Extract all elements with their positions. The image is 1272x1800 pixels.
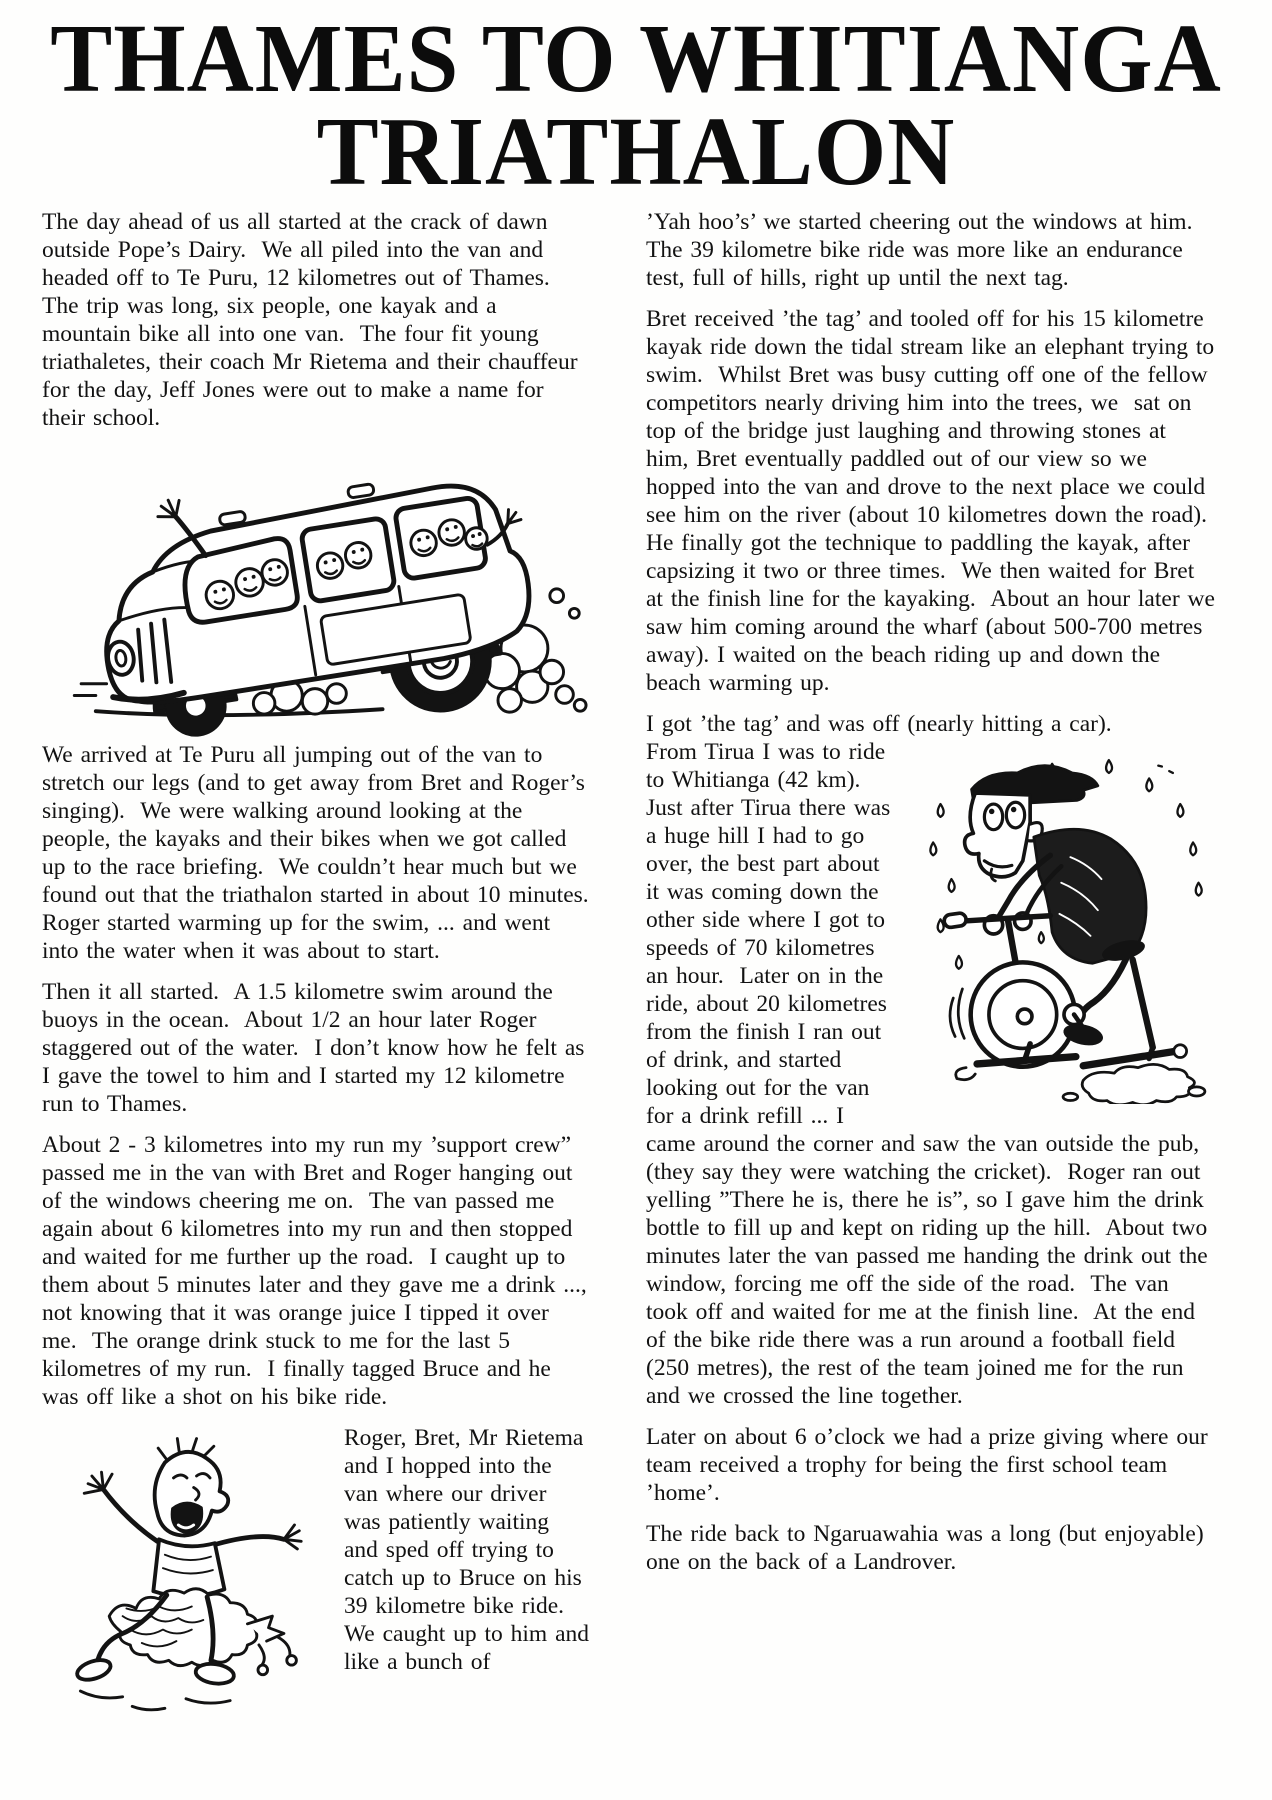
paragraph-intro: The day ahead of us all started at the crack of dawn outside Pope’s Dairy. We all piled into the van and headed off to Te Puru, 12 kilometres out of Thames. The trip was long, six people, one kayak and a mountain bike all into one van. The four fit young triathaletes, their coach Mr Rietema and their chauffeur for the day, Jeff Jones were out to make a name for their school.	[42, 209, 586, 431]
article-title	[0, 4, 1272, 206]
paragraph-run: About 2 - 3 kilometres into my run my ’support crew” passed me in the van with Bret and Roger hanging out of the windows cheering me on. The van passed me again about 6 kilometres into my run and then stopped and waited for me further up the road. I caught up to them about 5 minutes later and they gave me a drink ..., not knowing that it was orange juice I tipped it over me. The orange drink stuck to me for the last 5 kilometres of my run. I finally tagged Bruce and he was off like a shot on his bike ride.	[42, 1132, 595, 1410]
falling-runner-cartoon-illustration	[42, 1428, 330, 1740]
cyclist-wrap-section	[646, 738, 1215, 1423]
paragraph-tag-lead: I got ’the tag’ and was off (nearly hitting a car).	[646, 711, 1112, 737]
paragraph-swim: Then it all started. A 1.5 kilometre swim around the buoys in the ocean. About 1/2 an hour later Roger staggered out of the water. I don’t know how he felt as I gave the towel to him and I started my 12 kilometre run to Thames.	[42, 979, 593, 1117]
title-line-1: THAMES TO WHITIANGA	[50, 4, 1222, 113]
right-column	[646, 208, 1223, 1744]
paragraph-van-chase: Roger, Bret, Mr Rietema and I hopped into the van where our driver was patiently waiting and sped off trying to catch up to Bruce on his 39 kilometre bike ride. We caught up to him and like a bunch of	[344, 1425, 597, 1675]
paragraph-kayak: Bret received ’the tag’ and tooled off for his 15 kilometre kayak ride down the tidal stream like an elephant trying to swim. Whilst Bret was busy cutting off one of the fellow competitors nearly driving him into the trees, we sat on top of the bridge just laughing and throwing stones at him, Bret eventually paddled out of our view so we hopped into the van and drove to the next place we could see him on the river (about 10 kilometres down the road). He finally got the technique to paddling the kayak, after capsizing it two or three times. We then waited for Bret at the finish line for the kayaking. About an hour later we saw him coming around the wharf (about 500-700 metres away). I waited on the beach riding up and down the beach warming up.	[646, 306, 1223, 696]
title-line-2: TRIATHALON	[316, 97, 956, 206]
paragraph-te-puru: We arrived at Te Puru all jumping out of the van to stretch our legs (and to get away from Bret and Roger’s singing). We were walking around looking at the people, the kayaks and their bikes when we got called up to the race briefing. We couldn’t hear much but we found out that the triathalon started in about 10 minutes. Roger started warming up for the swim, ... and went into the water when it was about to start.	[42, 742, 605, 964]
paragraph-bike-leg: From Tirua I was to ride to Whitianga (42 km). Just after Tirua there was a huge hill I had to go over, the best part about it was coming down the other side where I got to speeds of 70 kilometres an hour. Later on in the ride, about 20 kilometres from the finish I ran out of drink, and started looking out for the van for a drink refill ... I came around the corner and saw the van outside the pub, (they say they were watching the cricket). Roger ran out yelling ”There he is, there he is”, so I gave him the drink bottle to fill up and kept on riding up the hill. About two minutes later the van passed me handing the drink out the window, forcing me off the side of the road. The van took off and waited for me at the finish line. At the end of the bike ride there was a run around a football field (250 metres), the rest of the team joined me for the run and we crossed the line together.	[646, 739, 1216, 1409]
two-column-body	[0, 202, 1272, 1744]
paragraph-prize-giving: Later on about 6 o’clock we had a prize giving where our team received a trophy for being the first school team ’home’.	[646, 1424, 1216, 1506]
left-column	[42, 208, 605, 1744]
paragraph-yahoos: ’Yah hoo’s’ we started cheering out the windows at him. The 39 kilometre bike ride was more like an endurance test, full of hills, right up until the next tag.	[646, 209, 1208, 291]
paragraph-ride-home: The ride back to Ngaruawahia was a long (but enjoyable) one on the back of a Landrover.	[646, 1521, 1212, 1575]
runner-wrap-section	[42, 1424, 597, 1744]
sweating-cyclist-cartoon-illustration	[913, 740, 1215, 1108]
van-cartoon-illustration	[42, 445, 590, 733]
